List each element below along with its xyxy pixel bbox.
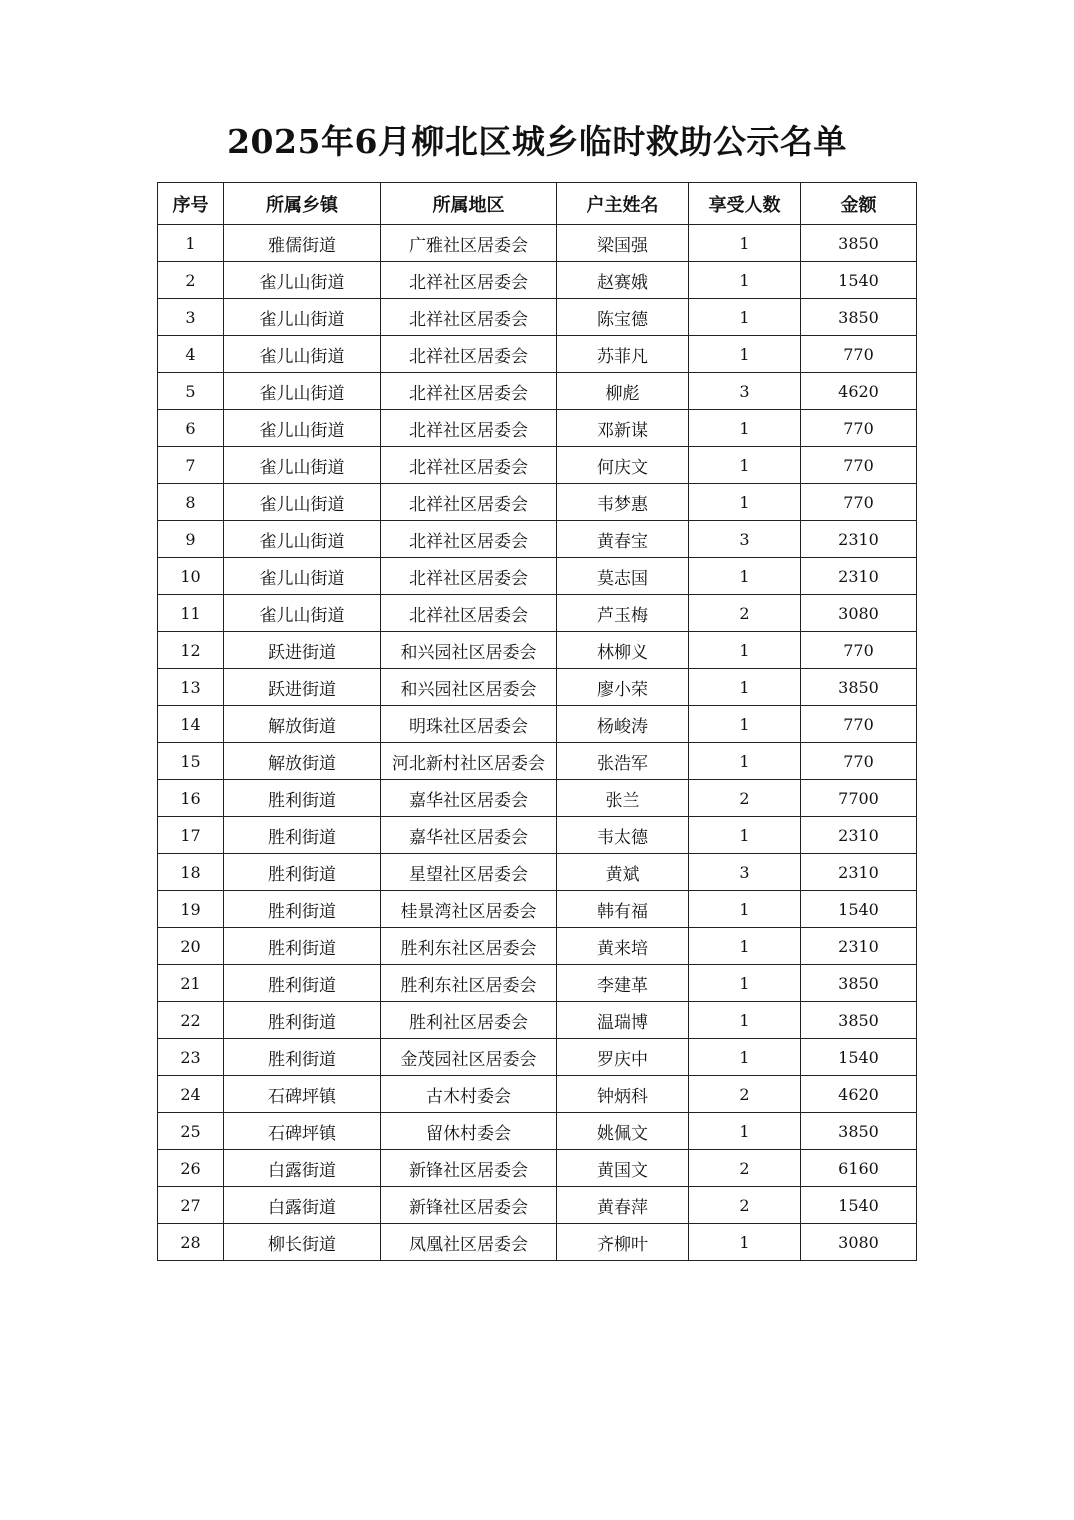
table-row (158, 521, 917, 558)
cell-beneficiaries: 1 (689, 336, 801, 373)
cell-serial: 11 (158, 595, 224, 632)
cell-area: 胜利社区居委会 (381, 1002, 557, 1039)
cell-township: 雀儿山街道 (224, 595, 381, 632)
cell-beneficiaries: 1 (689, 262, 801, 299)
cell-area: 北祥社区居委会 (381, 336, 557, 373)
cell-serial: 23 (158, 1039, 224, 1076)
cell-serial: 17 (158, 817, 224, 854)
cell-beneficiaries: 1 (689, 1002, 801, 1039)
cell-area: 新锋社区居委会 (381, 1150, 557, 1187)
cell-area: 北祥社区居委会 (381, 373, 557, 410)
table-row (158, 262, 917, 299)
cell-township: 雀儿山街道 (224, 558, 381, 595)
cell-serial: 14 (158, 706, 224, 743)
table-row (158, 1150, 917, 1187)
table-row (158, 854, 917, 891)
table-row (158, 1002, 917, 1039)
cell-township: 白露街道 (224, 1187, 381, 1224)
cell-beneficiaries: 1 (689, 891, 801, 928)
cell-amount: 2310 (801, 817, 917, 854)
cell-township: 雅儒街道 (224, 225, 381, 262)
cell-householder: 姚佩文 (557, 1113, 689, 1150)
cell-township: 雀儿山街道 (224, 410, 381, 447)
cell-beneficiaries: 1 (689, 558, 801, 595)
cell-householder: 黄来培 (557, 928, 689, 965)
cell-township: 胜利街道 (224, 965, 381, 1002)
cell-area: 古木村委会 (381, 1076, 557, 1113)
cell-serial: 8 (158, 484, 224, 521)
cell-area: 广雅社区居委会 (381, 225, 557, 262)
cell-amount: 4620 (801, 1076, 917, 1113)
table-row (158, 1039, 917, 1076)
table-row (158, 1187, 917, 1224)
cell-householder: 张兰 (557, 780, 689, 817)
table-row (158, 484, 917, 521)
cell-serial: 5 (158, 373, 224, 410)
cell-householder: 梁国强 (557, 225, 689, 262)
header-householder: 户主姓名 (557, 183, 689, 225)
cell-amount: 2310 (801, 521, 917, 558)
cell-householder: 苏菲凡 (557, 336, 689, 373)
cell-beneficiaries: 1 (689, 669, 801, 706)
cell-township: 胜利街道 (224, 891, 381, 928)
cell-serial: 13 (158, 669, 224, 706)
cell-amount: 770 (801, 447, 917, 484)
cell-beneficiaries: 1 (689, 1113, 801, 1150)
cell-serial: 18 (158, 854, 224, 891)
cell-householder: 齐柳叶 (557, 1224, 689, 1261)
cell-serial: 25 (158, 1113, 224, 1150)
table-row (158, 780, 917, 817)
header-serial: 序号 (158, 183, 224, 225)
cell-serial: 7 (158, 447, 224, 484)
cell-township: 雀儿山街道 (224, 299, 381, 336)
cell-amount: 1540 (801, 891, 917, 928)
cell-householder: 李建革 (557, 965, 689, 1002)
cell-amount: 3850 (801, 225, 917, 262)
cell-area: 北祥社区居委会 (381, 558, 557, 595)
cell-township: 跃进街道 (224, 669, 381, 706)
cell-householder: 赵赛娥 (557, 262, 689, 299)
cell-area: 北祥社区居委会 (381, 521, 557, 558)
cell-amount: 1540 (801, 1187, 917, 1224)
cell-serial: 12 (158, 632, 224, 669)
cell-amount: 3850 (801, 1113, 917, 1150)
cell-amount: 770 (801, 632, 917, 669)
cell-beneficiaries: 2 (689, 1150, 801, 1187)
cell-township: 胜利街道 (224, 1002, 381, 1039)
table-row (158, 447, 917, 484)
cell-serial: 10 (158, 558, 224, 595)
cell-area: 凤凰社区居委会 (381, 1224, 557, 1261)
cell-householder: 邓新谋 (557, 410, 689, 447)
cell-area: 北祥社区居委会 (381, 447, 557, 484)
cell-beneficiaries: 1 (689, 632, 801, 669)
cell-township: 胜利街道 (224, 928, 381, 965)
cell-township: 雀儿山街道 (224, 447, 381, 484)
cell-beneficiaries: 1 (689, 928, 801, 965)
table-header (158, 183, 917, 225)
cell-householder: 韩有福 (557, 891, 689, 928)
cell-township: 柳长街道 (224, 1224, 381, 1261)
cell-amount: 2310 (801, 854, 917, 891)
cell-township: 石碑坪镇 (224, 1076, 381, 1113)
cell-householder: 芦玉梅 (557, 595, 689, 632)
cell-area: 留休村委会 (381, 1113, 557, 1150)
cell-serial: 21 (158, 965, 224, 1002)
cell-township: 跃进街道 (224, 632, 381, 669)
cell-area: 嘉华社区居委会 (381, 780, 557, 817)
cell-amount: 770 (801, 743, 917, 780)
cell-serial: 20 (158, 928, 224, 965)
header-amount: 金额 (801, 183, 917, 225)
cell-householder: 温瑞博 (557, 1002, 689, 1039)
cell-amount: 3080 (801, 1224, 917, 1261)
cell-householder: 罗庆中 (557, 1039, 689, 1076)
table-row (158, 1224, 917, 1261)
cell-householder: 柳彪 (557, 373, 689, 410)
cell-beneficiaries: 2 (689, 595, 801, 632)
table-row (158, 965, 917, 1002)
cell-serial: 22 (158, 1002, 224, 1039)
cell-beneficiaries: 2 (689, 1187, 801, 1224)
cell-area: 嘉华社区居委会 (381, 817, 557, 854)
cell-amount: 1540 (801, 1039, 917, 1076)
cell-area: 北祥社区居委会 (381, 262, 557, 299)
cell-amount: 2310 (801, 928, 917, 965)
cell-area: 北祥社区居委会 (381, 484, 557, 521)
cell-amount: 770 (801, 484, 917, 521)
cell-township: 解放街道 (224, 706, 381, 743)
cell-serial: 27 (158, 1187, 224, 1224)
table-row (158, 669, 917, 706)
table-row (158, 632, 917, 669)
cell-township: 石碑坪镇 (224, 1113, 381, 1150)
cell-serial: 28 (158, 1224, 224, 1261)
cell-township: 胜利街道 (224, 817, 381, 854)
cell-area: 胜利东社区居委会 (381, 928, 557, 965)
cell-area: 和兴园社区居委会 (381, 632, 557, 669)
table-row (158, 1076, 917, 1113)
cell-amount: 2310 (801, 558, 917, 595)
cell-area: 北祥社区居委会 (381, 299, 557, 336)
table-row (158, 373, 917, 410)
cell-householder: 韦太德 (557, 817, 689, 854)
cell-serial: 24 (158, 1076, 224, 1113)
cell-serial: 4 (158, 336, 224, 373)
header-township: 所属乡镇 (224, 183, 381, 225)
table-row (158, 410, 917, 447)
cell-beneficiaries: 3 (689, 854, 801, 891)
cell-serial: 2 (158, 262, 224, 299)
cell-township: 解放街道 (224, 743, 381, 780)
cell-amount: 770 (801, 336, 917, 373)
cell-township: 胜利街道 (224, 780, 381, 817)
cell-serial: 16 (158, 780, 224, 817)
cell-township: 雀儿山街道 (224, 262, 381, 299)
table-row (158, 891, 917, 928)
header-beneficiaries: 享受人数 (689, 183, 801, 225)
cell-area: 新锋社区居委会 (381, 1187, 557, 1224)
table-row (158, 706, 917, 743)
cell-serial: 26 (158, 1150, 224, 1187)
table-row (158, 817, 917, 854)
cell-amount: 3850 (801, 669, 917, 706)
table-row (158, 1113, 917, 1150)
cell-beneficiaries: 1 (689, 706, 801, 743)
cell-area: 金茂园社区居委会 (381, 1039, 557, 1076)
cell-amount: 770 (801, 706, 917, 743)
cell-householder: 莫志国 (557, 558, 689, 595)
cell-amount: 6160 (801, 1150, 917, 1187)
cell-amount: 7700 (801, 780, 917, 817)
cell-amount: 3850 (801, 965, 917, 1002)
cell-serial: 9 (158, 521, 224, 558)
cell-householder: 廖小荣 (557, 669, 689, 706)
cell-township: 雀儿山街道 (224, 336, 381, 373)
cell-beneficiaries: 1 (689, 410, 801, 447)
cell-township: 白露街道 (224, 1150, 381, 1187)
table-body (158, 225, 917, 1261)
cell-amount: 1540 (801, 262, 917, 299)
cell-township: 雀儿山街道 (224, 521, 381, 558)
cell-area: 和兴园社区居委会 (381, 669, 557, 706)
cell-area: 北祥社区居委会 (381, 595, 557, 632)
cell-householder: 杨峻涛 (557, 706, 689, 743)
cell-householder: 张浩军 (557, 743, 689, 780)
cell-beneficiaries: 1 (689, 817, 801, 854)
cell-householder: 黄春萍 (557, 1187, 689, 1224)
relief-roster-table (157, 182, 917, 1261)
table-row (158, 928, 917, 965)
cell-householder: 黄春宝 (557, 521, 689, 558)
cell-serial: 3 (158, 299, 224, 336)
table-row (158, 558, 917, 595)
cell-amount: 3850 (801, 1002, 917, 1039)
table-row (158, 299, 917, 336)
cell-beneficiaries: 1 (689, 743, 801, 780)
table-row (158, 225, 917, 262)
cell-householder: 黄斌 (557, 854, 689, 891)
cell-serial: 6 (158, 410, 224, 447)
cell-householder: 钟炳科 (557, 1076, 689, 1113)
cell-beneficiaries: 1 (689, 447, 801, 484)
cell-amount: 3080 (801, 595, 917, 632)
cell-householder: 林柳义 (557, 632, 689, 669)
table-row (158, 743, 917, 780)
cell-serial: 1 (158, 225, 224, 262)
page-title: 2025年6月柳北区城乡临时救助公示名单 (227, 122, 847, 161)
cell-beneficiaries: 1 (689, 225, 801, 262)
cell-area: 北祥社区居委会 (381, 410, 557, 447)
cell-beneficiaries: 3 (689, 373, 801, 410)
cell-area: 胜利东社区居委会 (381, 965, 557, 1002)
cell-area: 星望社区居委会 (381, 854, 557, 891)
cell-beneficiaries: 1 (689, 1039, 801, 1076)
cell-township: 雀儿山街道 (224, 373, 381, 410)
cell-householder: 何庆文 (557, 447, 689, 484)
cell-beneficiaries: 3 (689, 521, 801, 558)
cell-township: 雀儿山街道 (224, 484, 381, 521)
cell-amount: 3850 (801, 299, 917, 336)
cell-beneficiaries: 1 (689, 965, 801, 1002)
cell-serial: 15 (158, 743, 224, 780)
cell-area: 明珠社区居委会 (381, 706, 557, 743)
cell-area: 河北新村社区居委会 (381, 743, 557, 780)
table-row (158, 336, 917, 373)
cell-householder: 黄国文 (557, 1150, 689, 1187)
cell-beneficiaries: 2 (689, 1076, 801, 1113)
cell-amount: 770 (801, 410, 917, 447)
table-row (158, 595, 917, 632)
cell-householder: 韦梦惠 (557, 484, 689, 521)
cell-township: 胜利街道 (224, 1039, 381, 1076)
cell-township: 胜利街道 (224, 854, 381, 891)
cell-beneficiaries: 2 (689, 780, 801, 817)
header-row (158, 183, 917, 225)
cell-householder: 陈宝德 (557, 299, 689, 336)
header-area: 所属地区 (381, 183, 557, 225)
cell-amount: 4620 (801, 373, 917, 410)
cell-beneficiaries: 1 (689, 484, 801, 521)
cell-beneficiaries: 1 (689, 299, 801, 336)
cell-serial: 19 (158, 891, 224, 928)
cell-beneficiaries: 1 (689, 1224, 801, 1261)
cell-area: 桂景湾社区居委会 (381, 891, 557, 928)
